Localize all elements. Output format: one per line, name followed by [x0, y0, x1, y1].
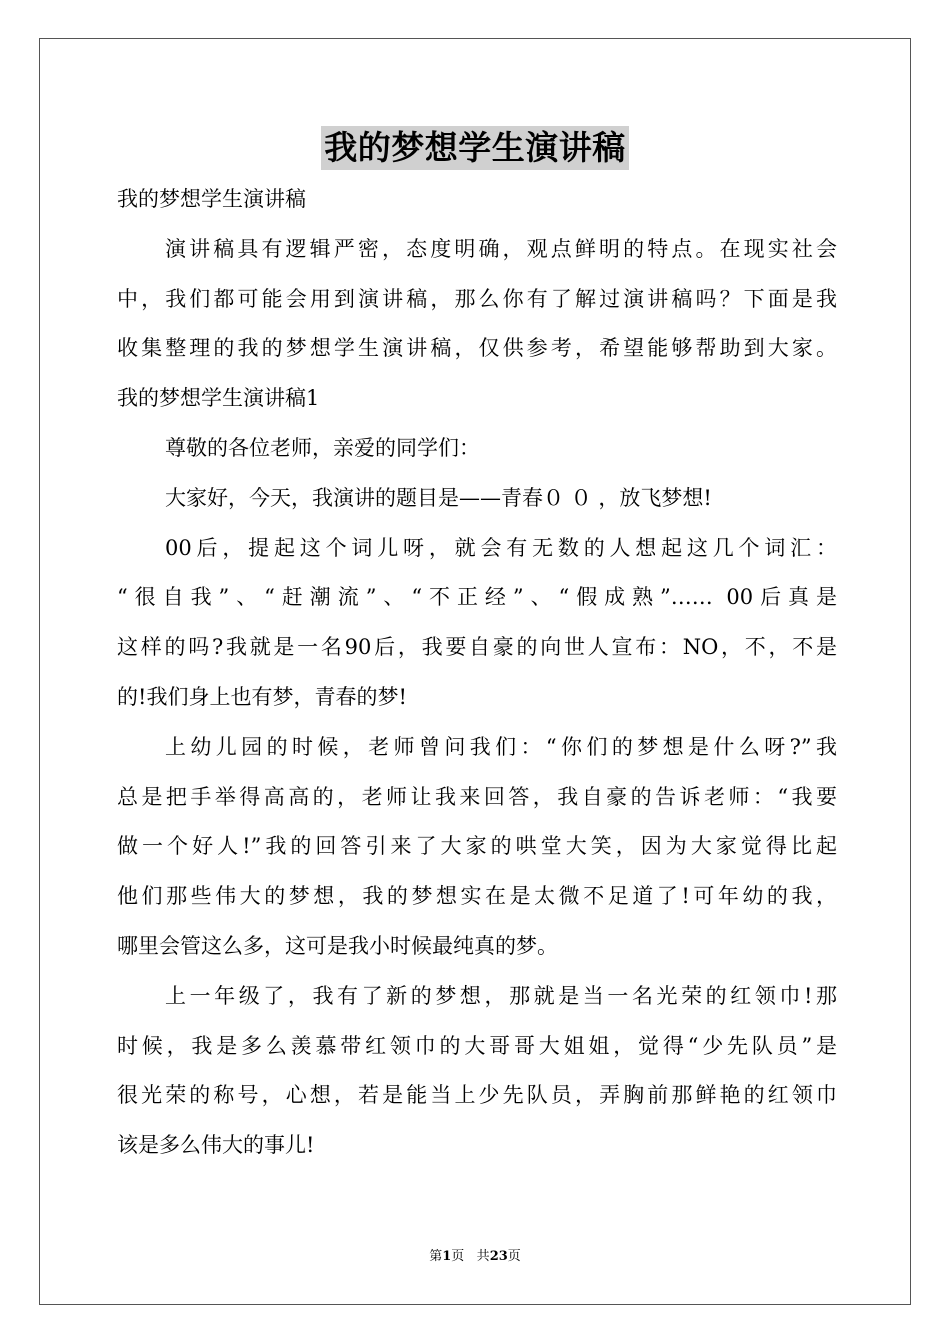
text-line: 哪里会管这么多，这可是我小时候最纯真的梦。	[117, 933, 558, 958]
text-line: 我的梦想学生演讲稿	[117, 187, 306, 211]
text-line: 该是多么伟大的事儿!	[117, 1133, 315, 1158]
text-line: 演讲稿具有逻辑严密，态度明确，观点鲜明的特点。在现实社会	[165, 236, 837, 261]
text-line: 他们那些伟大的梦想，我的梦想实在是太微不足道了!可年幼的我，	[117, 884, 837, 909]
text-line: 很光荣的称号，心想，若是能当上少先队员，弄胸前那鲜艳的红领巾	[117, 1083, 837, 1108]
footer-total-pages: 23	[489, 1249, 508, 1264]
text-line: 这样的吗?我就是一名90后，我要自豪的向世人宣布：NO，不，不是	[117, 635, 837, 660]
footer-total-prefix: 共	[476, 1249, 490, 1264]
text-line: 尊敬的各位老师，亲爱的同学们：	[165, 435, 480, 460]
text-line: 00后，提起这个词儿呀，就会有无数的人想起这几个词汇：	[165, 535, 837, 560]
title-container	[0, 126, 950, 170]
text-line: 的!我们身上也有梦，青春的梦!	[117, 684, 407, 709]
text-line: 中，我们都可能会用到演讲稿，那么你有了解过演讲稿吗？下面是我	[117, 286, 837, 311]
text-line: 总是把手举得高高的，老师让我来回答，我自豪的告诉老师：“我要	[117, 784, 837, 809]
footer-page-number: 1	[442, 1249, 452, 1264]
document-body	[117, 175, 837, 1171]
text-line: 我的梦想学生演讲稿1	[117, 386, 320, 411]
footer-total-suffix: 页	[507, 1249, 521, 1264]
text-line: 上一年级了，我有了新的梦想，那就是当一名光荣的红领巾!那	[165, 983, 837, 1008]
page-footer	[0, 1248, 950, 1266]
footer-page-prefix: 第	[429, 1249, 443, 1264]
footer-page-suffix: 页	[451, 1249, 465, 1264]
text-line: 大家好，今天，我演讲的题目是——青春０ ０ ，放飞梦想!	[165, 485, 712, 510]
text-line: 收集整理的我的梦想学生演讲稿，仅供参考，希望能够帮助到大家。	[117, 336, 837, 361]
document-title: 我的梦想学生演讲稿	[321, 126, 629, 170]
text-line: 做一个好人!”我的回答引来了大家的哄堂大笑，因为大家觉得比起	[117, 834, 837, 859]
text-line: “很自我”、“赶潮流”、“不正经”、“假成熟”…… 00后真是	[117, 585, 837, 610]
text-line: 时候，我是多么羡慕带红领巾的大哥哥大姐姐，觉得“少先队员”是	[117, 1033, 837, 1058]
text-line: 上幼儿园的时候，老师曾问我们：“你们的梦想是什么呀?”我	[165, 734, 837, 759]
